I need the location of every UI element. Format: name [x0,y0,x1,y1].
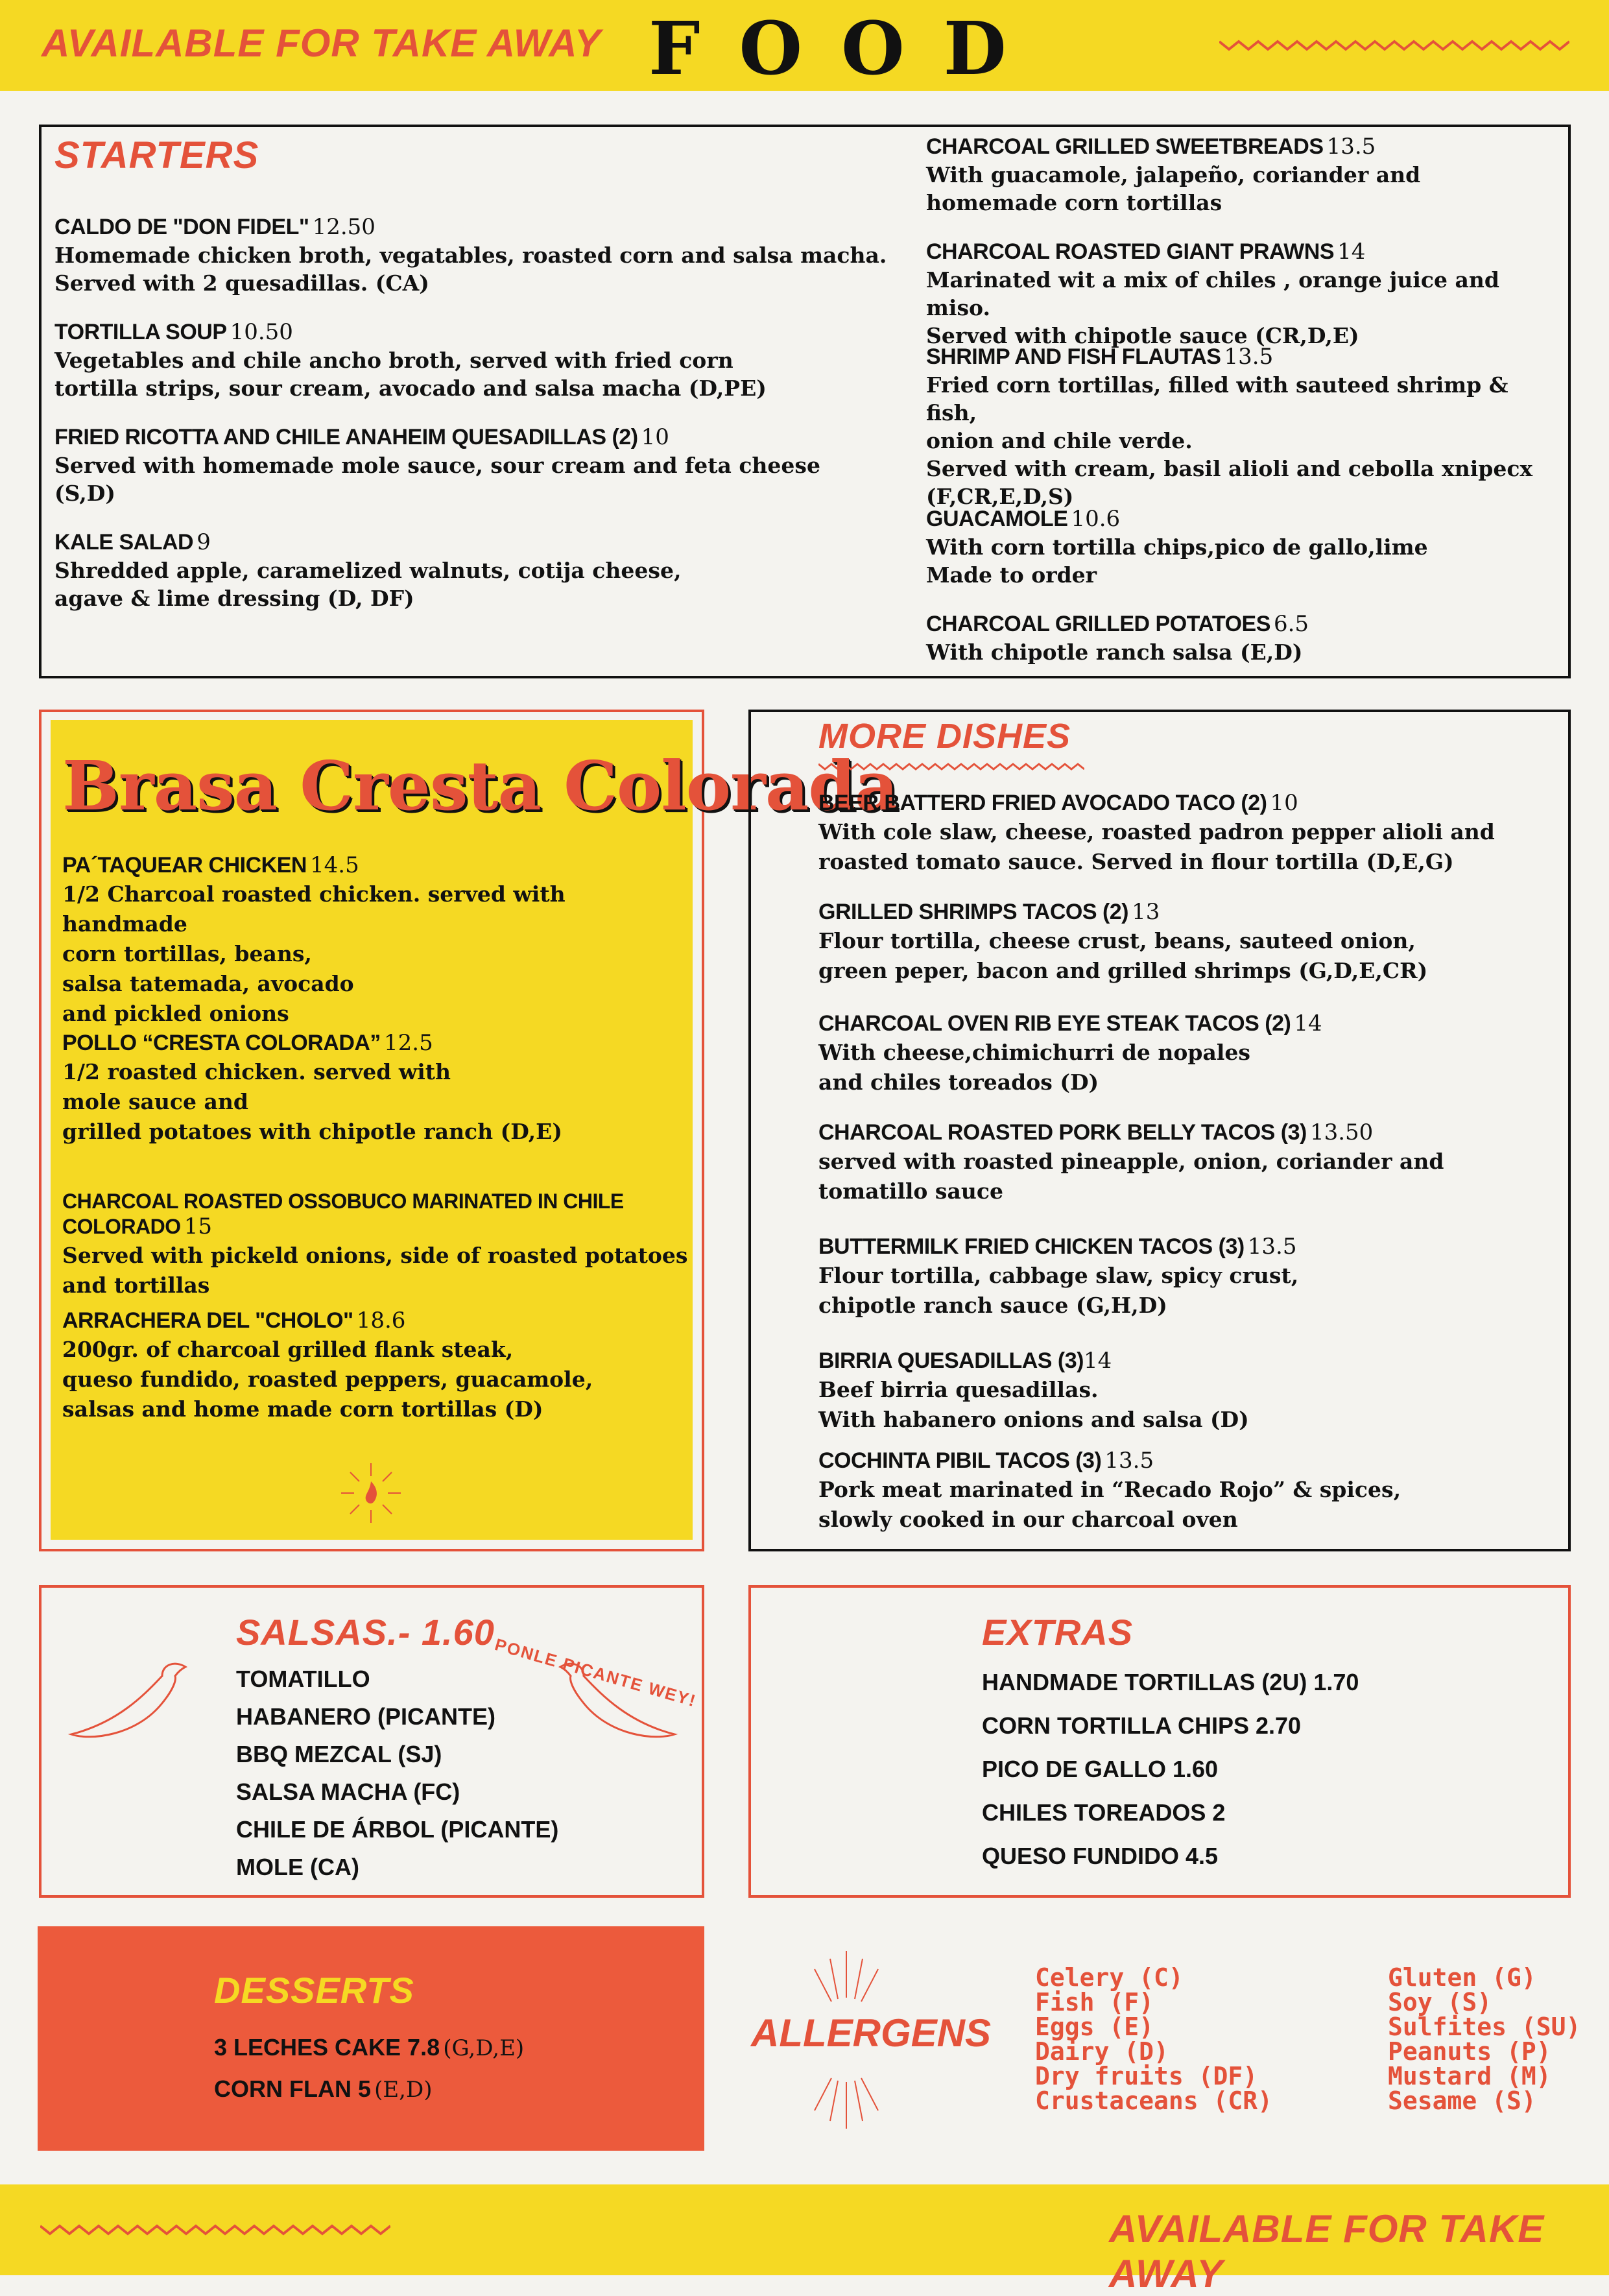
list-item: HABANERO (PICANTE) [236,1703,495,1730]
item-description: Beef birria quesadillas. With habanero onions and salsa (D) [818,1377,1249,1432]
allergens-list-2 [1388,1965,1580,2113]
list-item: HANDMADE TORTILLAS (2U) 1.70 [982,1669,1359,1695]
flame-icon [340,1462,402,1524]
zigzag-decoration [1219,38,1569,53]
item-price: 10.6 [1071,506,1121,532]
chili-pepper-icon [551,1658,681,1749]
item-description: With corn tortilla chips,pico de gallo,lime Made to order [926,534,1428,588]
menu-item [926,239,1562,350]
list-item: BBQ MEZCAL (SJ) [236,1741,442,1767]
salsas-tagline: PONLE PICANTE WEY! [492,1634,699,1711]
item-name: CHARCOAL ROASTED OSSOBUCO MARINATED IN CHILE COLORADO [62,1190,624,1238]
item-description: Flour tortilla, cabbage slaw, spicy crust, chipotle ranch sauce (G,H,D) [818,1263,1299,1318]
allergen-item: Dairy (D) [1035,2037,1169,2066]
item-description: Vegetables and chile ancho broth, served with fried corn tortilla strips, sour cream, avocado and salsa macha (D,PE) [54,348,767,401]
item-price: 13.5 [1247,1234,1297,1260]
item-price: 9 [197,529,211,555]
dessert-allergens: (G,D,E) [443,2035,525,2061]
dessert-allergens: (E,D) [374,2077,433,2103]
item-price: 14 [1337,239,1366,265]
item-name: COCHINTA PIBIL TACOS (3) [818,1448,1102,1473]
item-description: Flour tortilla, cheese crust, beans, sauteed onion, green peper, bacon and grilled shrimps (G,D,E,CR) [818,928,1428,983]
item-price: 13.5 [1104,1448,1154,1474]
item-name: BIRRIA QUESADILLAS (3) [818,1348,1084,1373]
allergen-item: Sesame (S) [1388,2087,1536,2115]
list-item: MOLE (CA) [236,1854,359,1880]
extras-list [982,1660,1359,1878]
allergen-item: Dry fruits (DF) [1035,2062,1258,2090]
item-description: served with roasted pineapple, onion, coriander and tomatillo sauce [818,1149,1444,1204]
allergen-item: Celery (C) [1035,1963,1184,1992]
item-name: GUACAMOLE [926,507,1068,531]
menu-item [62,1190,691,1300]
allergen-item: Eggs (E) [1035,2013,1154,2041]
item-description: With cheese,chimichurri de nopales and chiles toreados (D) [818,1040,1250,1095]
menu-item [818,1234,1564,1321]
item-name: SHRIMP AND FISH FLAUTAS [926,344,1221,369]
item-price: 13.5 [1326,134,1376,160]
more-dishes-title: MORE DISHES [818,717,1071,756]
item-price: 14 [1083,1348,1112,1374]
item-description: 1/2 Charcoal roasted chicken. served with handmade corn tortillas, beans, salsa tatemada, avocado and pickled onions [62,881,566,1026]
item-price: 14.5 [310,852,359,878]
item-price: 13.50 [1309,1119,1374,1145]
item-name: GRILLED SHRIMPS TACOS (2) [818,900,1128,924]
item-description: Served with homemade mole sauce, sour cream and feta cheese (S,D) [54,453,820,506]
item-name: ARRACHERA DEL "CHOLO" [62,1308,353,1333]
allergen-item: Peanuts (P) [1388,2037,1551,2066]
dessert-name: CORN FLAN 5 [214,2075,371,2102]
item-price: 10 [1270,790,1298,816]
allergen-item: Sulfites (SU) [1388,2013,1581,2041]
item-price: 10 [641,424,669,450]
starters-title: STARTERS [54,134,259,176]
menu-item [818,1348,1564,1435]
item-name: BUTTERMILK FRIED CHICKEN TACOS (3) [818,1234,1245,1259]
allergens-title: ALLERGENS [751,2011,992,2055]
item-name: TORTILLA SOUP [54,320,227,344]
menu-item [926,344,1562,510]
list-item: CHILES TOREADOS 2 [982,1799,1226,1826]
item-price: 10.50 [230,319,293,345]
menu-item [62,1030,685,1147]
takeaway-banner-top: AVAILABLE FOR TAKE AWAY [42,21,601,65]
item-name: POLLO “CRESTA COLORADA” [62,1031,381,1055]
extras-title: EXTRAS [982,1612,1134,1653]
menu-item [54,319,898,402]
item-name: CHARCOAL GRILLED SWEETBREADS [926,134,1324,159]
menu-item [926,134,1562,217]
menu-item [818,790,1564,877]
allergen-item: Crustaceans (CR) [1035,2087,1273,2115]
item-description: With guacamole, jalapeño, coriander and homemade corn tortillas [926,162,1421,215]
item-description: With chipotle ranch salsa (E,D) [926,640,1303,665]
item-name: KALE SALAD [54,530,194,555]
list-item: PICO DE GALLO 1.60 [982,1756,1219,1782]
item-description: Served with pickeld onions, side of roasted potatoes and tortillas [62,1243,688,1298]
item-name: FRIED RICOTTA AND CHILE ANAHEIM QUESADILLAS (2) [54,425,638,449]
item-description: Homemade chicken broth, vegatables, roasted corn and salsa macha. Served with 2 quesadillas. (CA) [54,243,887,296]
menu-item [818,1010,1564,1097]
salsas-title: SALSAS.- 1.60 [236,1612,495,1653]
item-name: PA´TAQUEAR CHICKEN [62,853,307,878]
item-name: CHARCOAL ROASTED PORK BELLY TACOS (3) [818,1120,1307,1145]
item-description: 1/2 roasted chicken. served with mole sauce and grilled potatoes with chipotle ranch (D,E) [62,1059,562,1144]
item-description: Marinated wit a mix of chiles , orange juice and miso. Served with chipotle sauce (CR,D,E) [926,267,1499,348]
dessert-item [214,2034,524,2061]
allergens-list-1 [1035,1965,1272,2113]
takeaway-banner-bottom: AVAILABLE FOR TAKE AWAY [1109,2207,1545,2295]
item-description: Fried corn tortillas, filled with sauteed shrimp & fish, onion and chile verde. Served with cream, basil alioli and cebolla xnipecx (F,CR,E,D,S) [926,372,1533,509]
item-price: 15 [184,1214,213,1239]
list-item: CORN TORTILLA CHIPS 2.70 [982,1712,1302,1739]
item-description: Pork meat marinated in “Recado Rojo” & spices, slowly cooked in our charcoal oven [818,1477,1401,1532]
page-title: FOOD [649,6,1045,91]
allergen-item: Fish (F) [1035,1988,1154,2016]
item-price: 12.50 [312,214,375,240]
item-price: 12.5 [384,1030,433,1056]
menu-item [818,899,1564,986]
item-name: BEER BATTERD FRIED AVOCADO TACO (2) [818,791,1267,815]
menu-item [926,611,1562,666]
brasa-title: Brasa Cresta Colorada [62,746,898,826]
allergen-item: Soy (S) [1388,1988,1492,2016]
item-price: 13 [1132,899,1160,925]
item-name: CHARCOAL OVEN RIB EYE STEAK TACOS (2) [818,1011,1291,1036]
dessert-item [214,2075,433,2103]
desserts-title: DESSERTS [214,1970,414,2011]
menu-item [818,1448,1564,1535]
menu-item [54,529,898,612]
salsas-list [236,1660,558,1886]
item-price: 13.5 [1224,344,1274,370]
menu-item [818,1119,1564,1206]
list-item: SALSA MACHA (FC) [236,1778,460,1805]
zigzag-decoration [818,761,1084,772]
item-description: Shredded apple, caramelized walnuts, cotija cheese, agave & lime dressing (D, DF) [54,558,682,611]
menu-item [926,506,1562,589]
allergen-item: Gluten (G) [1388,1963,1536,1992]
dessert-name: 3 LECHES CAKE 7.8 [214,2034,440,2061]
item-name: CHARCOAL GRILLED POTATOES [926,612,1270,636]
item-name: CALDO DE "DON FIDEL" [54,215,309,239]
menu-item [54,424,898,507]
item-name: CHARCOAL ROASTED GIANT PRAWNS [926,239,1334,264]
menu-item [62,852,685,1029]
item-price: 6.5 [1273,611,1309,637]
item-description: With cole slaw, cheese, roasted padron pepper alioli and roasted tomato sauce. Served in flour tortilla (D,E,G) [818,819,1495,874]
zigzag-decoration [40,2222,390,2238]
item-price: 18.6 [356,1308,406,1333]
menu-item [54,214,898,297]
item-price: 14 [1294,1010,1322,1036]
allergen-item: Mustard (M) [1388,2062,1551,2090]
list-item: QUESO FUNDIDO 4.5 [982,1843,1219,1869]
list-item: TOMATILLO [236,1666,370,1692]
item-description: 200gr. of charcoal grilled flank steak, queso fundido, roasted peppers, guacamole, salsas and home made corn tortillas (D) [62,1337,593,1422]
menu-item [62,1308,685,1424]
chili-pepper-icon [65,1658,195,1749]
list-item: CHILE DE ÁRBOL (PICANTE) [236,1816,559,1843]
